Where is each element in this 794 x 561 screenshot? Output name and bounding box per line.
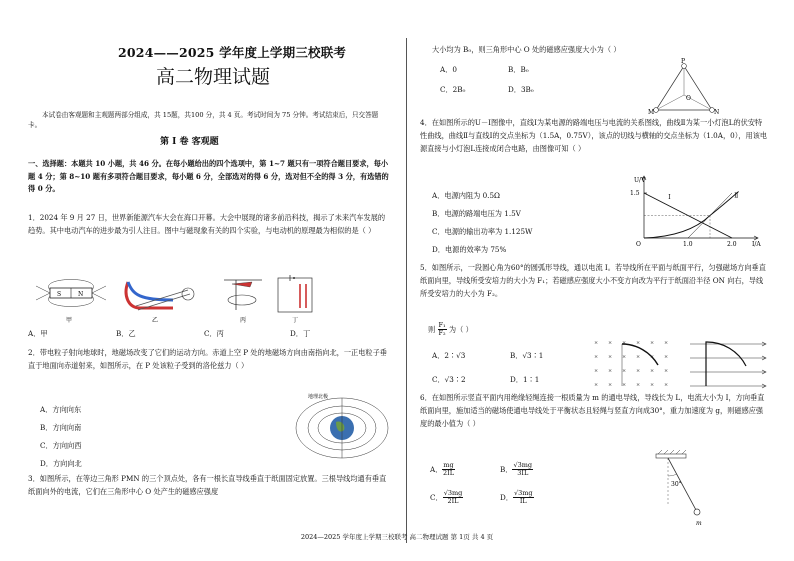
- svg-text:×: ×: [650, 340, 655, 346]
- label-jia: 甲: [66, 317, 73, 324]
- q4-option-c[interactable]: C．电源的输出功率为 1.125W: [432, 227, 533, 236]
- field-rightward: [690, 342, 766, 388]
- question-5-text: 5．如图所示，一段圆心角为60°的圆弧形导线，通以电流 I。若导线所在平面与纸面平行，匀强磁场方向垂直纸面向里，导线所受安培力的大小为 F₁；若磁感应强度大小不变方向改为平行于纸面沿半径 ON 向右，导线所受安培力的大小为 F₂。: [420, 263, 766, 298]
- q6-c-frac: [443, 490, 464, 506]
- svg-text:×: ×: [650, 368, 655, 374]
- ratio-num: F₁: [438, 321, 446, 329]
- question-6-text: 6．在如图所示竖直平面内用绝缘轻绳连接一根质量为 m 的通电导线，导线长为 L，电流大小为 I，方向垂直纸面向里，施加适当的磁场使通电导线处于平衡状态且轻绳与竖直方向成30°，重力加速度为 g，则磁感应强度的最小值为（ ）: [420, 393, 765, 428]
- q5-option-d[interactable]: D．1∶1: [510, 375, 540, 384]
- q5-option-a[interactable]: A．2∶√3: [432, 351, 466, 360]
- figure-bing: [224, 280, 262, 324]
- figure-ding: [278, 275, 312, 324]
- q5-ratio: [428, 322, 473, 338]
- q2-option-c[interactable]: C．方向向西: [40, 441, 82, 450]
- label-yi: 乙: [152, 317, 159, 324]
- q6-a-den: 2IL: [443, 469, 455, 478]
- ratio-prefix: 则: [428, 324, 436, 334]
- svg-text:S: S: [57, 291, 62, 298]
- q6-d-label: D．: [500, 492, 513, 502]
- svg-text:×: ×: [608, 382, 613, 388]
- question-3-continued: 大小均为 B₀，则三角形中心 O 处的磁感应强度大小为（ ）: [432, 45, 621, 54]
- q6-b-den: 3IL: [517, 469, 529, 478]
- label-ding: 丁: [292, 317, 299, 324]
- page-footer: 2024—2025 学年度上学期三校联考 高二物理试题 第 1页 共 4 页: [300, 533, 494, 541]
- series-ii-curve: [644, 192, 739, 239]
- q6-c-den: 2IL: [447, 497, 459, 506]
- subject-title: 高二物理试题: [156, 66, 271, 88]
- svg-text:×: ×: [594, 354, 599, 360]
- q6-b-frac: [512, 462, 533, 478]
- q6-d-num: √3mg: [513, 489, 533, 497]
- q1-option-b[interactable]: B．乙: [116, 329, 136, 338]
- q5-figures: [590, 336, 770, 394]
- q4-option-b[interactable]: B．电源的路端电压为 1.5V: [432, 209, 521, 218]
- angle-label: 30°: [671, 481, 682, 488]
- q1-option-a[interactable]: A．甲: [28, 329, 48, 338]
- question-2-text: 2．带电粒子射向地球时，地磁场改变了它们的运动方向。赤道上空 P 处的地磁场方向由南指向北，一正电粒子垂直于地面向赤道射来，如图所示，在 P 处该粒子受到的洛伦兹力（ ）: [28, 348, 387, 370]
- q2-option-b[interactable]: B．方向向南: [40, 423, 82, 432]
- vertex-m: M: [648, 109, 655, 116]
- svg-text:×: ×: [608, 368, 613, 374]
- y-axis-label: U/V: [634, 177, 646, 184]
- q6-a-frac: [442, 462, 454, 478]
- exam-title: 2024——2025 学年度上学期三校联考: [118, 45, 347, 60]
- x-tick-1: 1.0: [683, 241, 693, 248]
- q3-option-a[interactable]: A．0: [440, 65, 457, 74]
- svg-text:N: N: [78, 291, 84, 298]
- x-tick-2: 2.0: [727, 241, 737, 248]
- q6-a-label: A．: [430, 464, 443, 474]
- vertex-n: N: [714, 109, 720, 116]
- svg-text:×: ×: [608, 340, 613, 346]
- q3-option-b[interactable]: B．B₀: [508, 65, 529, 74]
- svg-text:×: ×: [594, 368, 599, 374]
- svg-text:×: ×: [636, 382, 641, 388]
- q6-option-a[interactable]: [430, 462, 455, 478]
- svg-text:×: ×: [664, 368, 669, 374]
- q6-d-den: IL: [519, 497, 527, 506]
- intro-text: 本试卷由客观题和主观题两部分组成，共 15题，共100 分，共 4 页。考试时间为 75 分钟。考试结束后，只交答题卡。: [28, 111, 379, 130]
- svg-text:×: ×: [622, 340, 627, 346]
- center-o: O: [686, 95, 691, 102]
- ratio-den: F₂: [438, 329, 446, 338]
- q3-option-d[interactable]: D．3B₀: [508, 85, 534, 94]
- svg-text:×: ×: [622, 354, 627, 360]
- q1-figures: [28, 270, 328, 330]
- ratio-suffix: 为（ ）: [448, 324, 473, 334]
- q2-option-a[interactable]: A．方向向东: [40, 405, 82, 414]
- q5-option-b[interactable]: B．√3∶1: [510, 351, 544, 360]
- figure-yi: [126, 282, 194, 324]
- q6-a-num: mg: [443, 461, 454, 469]
- series-ii-label: Ⅱ: [734, 192, 739, 200]
- q1-option-c[interactable]: C．丙: [204, 329, 224, 338]
- svg-text:×: ×: [608, 354, 613, 360]
- svg-text:×: ×: [636, 340, 641, 346]
- figure-jia: [36, 280, 106, 325]
- label-bing: 丙: [240, 317, 247, 324]
- q6-c-label: C．: [430, 492, 443, 502]
- svg-text:×: ×: [636, 354, 641, 360]
- q6-pendulum-figure: [648, 446, 728, 526]
- svg-text:×: ×: [636, 368, 641, 374]
- x-tick-origin: O: [636, 241, 641, 248]
- wire-cross-section: [694, 509, 700, 515]
- series-i-label: Ⅰ: [668, 194, 671, 201]
- q6-option-c[interactable]: [430, 490, 463, 506]
- ratio-fraction: [438, 322, 447, 338]
- north-pole-label: 地理北极: [308, 394, 329, 400]
- mass-label: m: [696, 520, 702, 527]
- q4-option-a[interactable]: A．电源内阻为 0.5Ω: [432, 191, 500, 200]
- q3-option-c[interactable]: C．2B₀: [440, 85, 466, 94]
- svg-text:×: ×: [664, 354, 669, 360]
- q5-option-c[interactable]: C．√3∶2: [432, 375, 466, 384]
- q6-b-num: √3mg: [513, 461, 533, 469]
- svg-text:×: ×: [664, 382, 669, 388]
- svg-text:×: ×: [622, 382, 627, 388]
- instruction-body: 本题共 10 小题，共 46 分。在每小题给出的四个选项中，第 1~7 题只有一项符合题目要求，每小题 4 分；第 8~10 题有多项符合题目要求，每小题 6 分，全部选对的得 6 分，选对但不全的得 3 分，有选错的得 0 分。: [28, 159, 389, 194]
- q1-option-d[interactable]: D．丁: [290, 329, 311, 338]
- q2-earth-figure: [290, 388, 390, 470]
- y-tick-label: 1.5: [630, 190, 640, 197]
- question-4-text: 4．在如图所示的U－I图像中，直线Ⅰ为某电源的路端电压与电流的关系图线，曲线Ⅱ为某一小灯泡L的伏安特性曲线，曲线Ⅱ与直线Ⅰ的交点坐标为（1.5A，0.75V），该点的切线与横轴的交点坐标为（1.0A，0），用该电源直接与小灯泡L连接成闭合电路，由图像可知（ ）: [420, 118, 768, 153]
- svg-text:×: ×: [664, 340, 669, 346]
- q6-option-d[interactable]: [500, 490, 534, 506]
- svg-text:×: ×: [594, 382, 599, 388]
- question-3-text: 3．如图所示，在等边三角形 PMN 的三个顶点处，各有一根长直导线垂直于纸面固定放置。三根导线均通有垂直纸面向外的电流，它们在三角形中心 O 处产生的磁感应强度: [28, 474, 387, 496]
- svg-text:×: ×: [650, 382, 655, 388]
- section-title: 第 Ⅰ 卷 客观题: [160, 137, 219, 147]
- svg-text:×: ×: [650, 354, 655, 360]
- q4-ui-chart: [626, 172, 766, 252]
- vertex-p: P: [681, 58, 686, 65]
- q2-option-d[interactable]: D．方向向北: [40, 459, 82, 468]
- column-divider: [406, 38, 407, 543]
- svg-text:×: ×: [622, 368, 627, 374]
- q4-option-d[interactable]: D．电源的效率为 75%: [432, 245, 507, 254]
- q6-d-frac: [513, 490, 534, 506]
- q6-c-num: √3mg: [443, 489, 463, 497]
- instruction-heading: 一、选择题：: [28, 159, 72, 168]
- svg-text:×: ×: [594, 340, 599, 346]
- q3-triangle-figure: [648, 58, 718, 118]
- q6-option-b[interactable]: [500, 462, 533, 478]
- q6-b-label: B．: [500, 464, 513, 474]
- question-1-text: 1．2024 年 9 月 27 日，世界新能源汽车大会在海口开幕。大会中展现的诸多前沿科技，揭示了未来汽车发展的趋势。其中电动汽车的进步最为引人注目。图中与磁现象有关的四个实验，与电动机的原理最为相似的是（ ）: [28, 213, 386, 235]
- section-instruction: [28, 158, 390, 196]
- x-axis-label: I/A: [752, 241, 761, 248]
